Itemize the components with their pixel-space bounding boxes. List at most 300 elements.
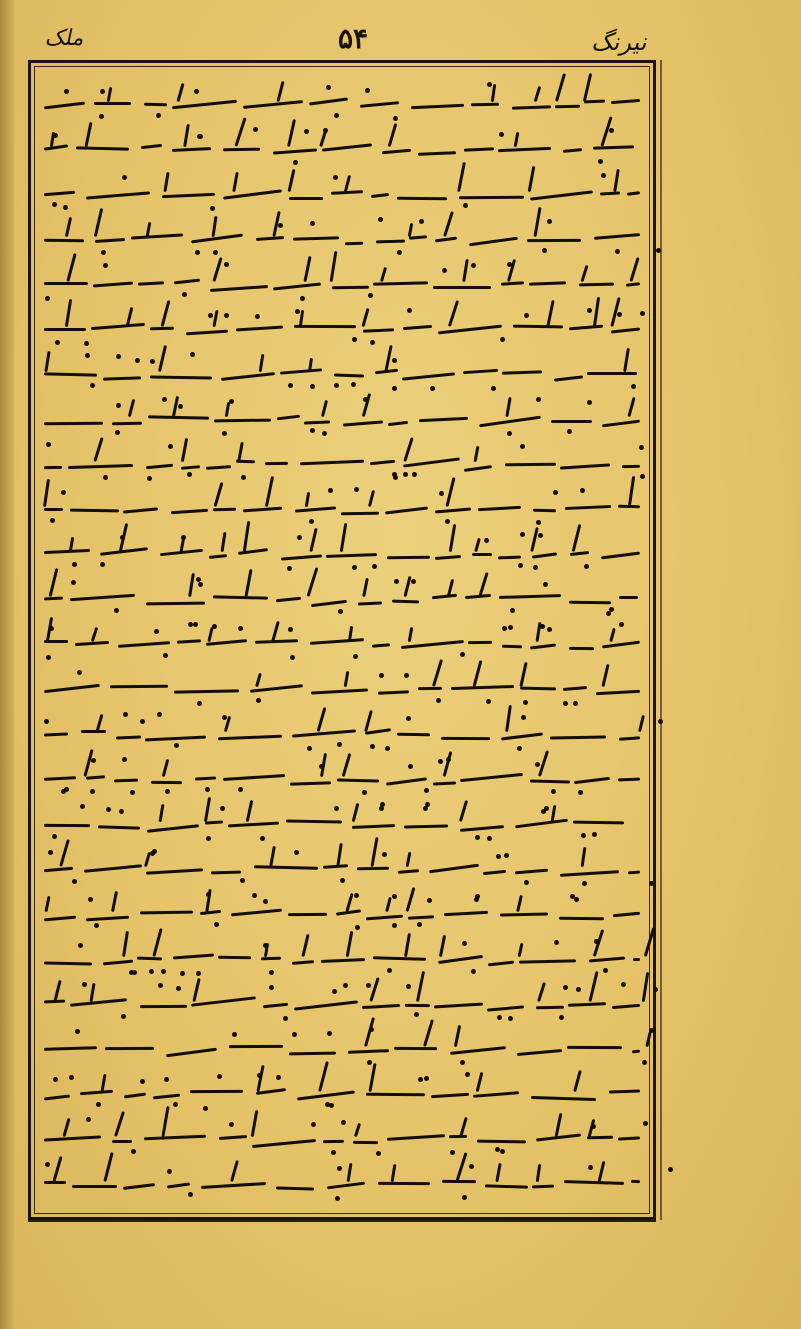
ink-dot xyxy=(354,893,359,898)
ink-stroke xyxy=(559,917,604,920)
ink-stroke xyxy=(403,325,432,330)
ink-dot xyxy=(263,899,268,904)
ink-stroke xyxy=(499,594,561,599)
manuscript-line xyxy=(40,299,648,345)
ink-stroke xyxy=(294,325,356,328)
ink-dot xyxy=(311,1122,316,1127)
ink-stroke xyxy=(209,554,227,559)
ink-stroke xyxy=(397,733,430,737)
ink-stroke xyxy=(471,103,499,107)
ink-riser xyxy=(230,1160,239,1182)
ink-dot xyxy=(91,758,96,763)
ink-riser xyxy=(505,705,512,732)
ink-stroke xyxy=(118,641,170,648)
ink-stroke xyxy=(114,779,138,783)
ink-stroke xyxy=(382,149,411,154)
ink-riser xyxy=(505,397,511,417)
ink-riser xyxy=(225,402,231,417)
ink-stroke xyxy=(173,954,214,960)
ink-stroke xyxy=(151,781,182,784)
ink-riser xyxy=(495,1163,501,1182)
ink-stroke xyxy=(304,420,330,424)
ink-dot xyxy=(656,248,661,253)
ink-stroke xyxy=(533,509,556,513)
ink-dot xyxy=(122,757,127,762)
ink-riser xyxy=(385,897,392,912)
ink-dot xyxy=(423,806,428,811)
ink-riser xyxy=(44,351,50,372)
ink-riser xyxy=(473,660,483,687)
ink-dot xyxy=(446,757,451,762)
ink-stroke xyxy=(622,465,640,468)
ink-stroke xyxy=(44,776,76,781)
ink-stroke xyxy=(560,463,610,469)
ink-stroke xyxy=(228,822,279,828)
ink-dot xyxy=(232,1032,237,1037)
ink-stroke xyxy=(147,824,199,833)
manuscript-line xyxy=(40,209,648,255)
ink-stroke xyxy=(86,191,150,199)
ink-stroke xyxy=(95,238,125,243)
ink-stroke xyxy=(469,237,518,247)
ink-stroke xyxy=(366,1093,425,1097)
ink-dot xyxy=(304,129,309,134)
ink-dot xyxy=(94,923,99,928)
ink-stroke xyxy=(337,778,379,782)
ink-stroke xyxy=(365,728,391,735)
ink-stroke xyxy=(488,961,514,967)
ink-dot xyxy=(152,849,157,854)
ink-dot xyxy=(609,128,614,133)
ink-dot xyxy=(220,806,225,811)
ink-riser xyxy=(66,253,76,282)
ink-dot xyxy=(52,202,57,207)
ink-stroke xyxy=(44,916,76,922)
ink-dot xyxy=(392,923,397,928)
ink-stroke xyxy=(418,151,456,156)
ink-stroke xyxy=(44,422,103,426)
ink-riser xyxy=(305,492,310,507)
ink-stroke xyxy=(44,102,85,110)
ink-dot xyxy=(255,314,260,319)
ink-dot xyxy=(46,442,51,447)
ink-dot xyxy=(496,854,501,859)
ink-riser xyxy=(537,982,546,1002)
ink-stroke xyxy=(201,1182,266,1189)
ink-stroke xyxy=(353,1141,378,1144)
ink-stroke xyxy=(44,144,68,150)
ink-dot xyxy=(337,742,342,747)
manuscript-line xyxy=(40,479,648,525)
ink-stroke xyxy=(404,824,448,828)
ink-riser xyxy=(336,843,343,867)
ink-stroke xyxy=(403,457,460,467)
ink-stroke xyxy=(280,368,322,374)
ink-dot xyxy=(543,582,548,587)
ink-stroke xyxy=(527,239,581,242)
ink-riser xyxy=(221,532,227,552)
ink-stroke xyxy=(563,686,587,691)
ink-dot xyxy=(502,626,507,631)
ink-riser xyxy=(59,839,70,867)
ink-stroke xyxy=(363,328,394,332)
ink-dot xyxy=(521,715,526,720)
ink-stroke xyxy=(584,100,605,104)
ink-dot xyxy=(411,579,416,584)
ink-stroke xyxy=(223,148,260,152)
ink-riser xyxy=(53,980,61,1002)
ink-dot xyxy=(649,881,654,886)
ink-dot xyxy=(229,1122,234,1127)
ink-riser xyxy=(476,1072,484,1092)
ink-riser xyxy=(94,208,103,237)
ink-stroke xyxy=(167,1182,190,1188)
ink-stroke xyxy=(148,415,209,419)
ink-stroke xyxy=(186,330,228,336)
ink-stroke xyxy=(44,684,100,693)
ink-stroke xyxy=(343,420,383,426)
ink-stroke xyxy=(464,465,492,472)
ink-stroke xyxy=(292,729,356,737)
ink-riser xyxy=(369,977,379,1002)
ink-stroke xyxy=(345,242,363,246)
ink-dot xyxy=(206,892,211,897)
ink-stroke xyxy=(44,732,68,736)
ink-riser xyxy=(432,659,443,687)
ink-dot xyxy=(334,383,339,388)
ink-stroke xyxy=(498,556,521,560)
ink-stroke xyxy=(76,146,129,150)
ink-stroke xyxy=(255,639,298,643)
ink-riser xyxy=(388,123,398,147)
ink-stroke xyxy=(459,196,524,200)
ink-dot xyxy=(619,622,624,627)
ink-stroke xyxy=(398,869,419,874)
ink-stroke xyxy=(464,147,494,152)
ink-stroke xyxy=(418,687,442,690)
ink-dot xyxy=(116,403,121,408)
ink-dot xyxy=(554,940,559,945)
ink-stroke xyxy=(394,1047,437,1050)
ink-stroke xyxy=(378,690,409,695)
ink-riser xyxy=(403,437,413,462)
ink-riser xyxy=(629,257,639,282)
ink-riser xyxy=(255,673,262,687)
ink-stroke xyxy=(569,325,603,331)
ink-stroke xyxy=(150,376,212,380)
ink-dot xyxy=(173,1102,178,1107)
ink-dot xyxy=(378,217,383,222)
ink-stroke xyxy=(44,508,63,511)
ink-riser xyxy=(234,117,246,146)
ink-stroke xyxy=(626,282,640,287)
ink-dot xyxy=(276,1075,281,1080)
page-header xyxy=(28,18,656,58)
ink-stroke xyxy=(70,509,119,513)
ink-dot xyxy=(518,563,523,568)
ink-riser xyxy=(354,1123,361,1137)
ink-riser xyxy=(445,477,455,507)
ink-dot xyxy=(580,488,585,493)
ink-stroke xyxy=(72,1185,117,1188)
ink-stroke xyxy=(44,824,90,827)
ink-dot xyxy=(540,624,545,629)
ink-stroke xyxy=(44,1135,101,1141)
ink-stroke xyxy=(323,1140,344,1143)
ink-stroke xyxy=(236,326,283,332)
ink-stroke xyxy=(254,865,318,869)
ink-riser xyxy=(288,169,296,192)
ink-stroke xyxy=(80,1090,113,1095)
ink-riser xyxy=(623,348,630,372)
binding-edge xyxy=(0,0,14,1329)
ink-dot xyxy=(581,833,586,838)
ink-stroke xyxy=(297,1090,355,1100)
manuscript-line xyxy=(40,614,648,660)
ink-riser xyxy=(161,300,171,327)
ink-riser xyxy=(449,524,457,552)
ink-dot xyxy=(337,1166,342,1171)
ink-riser xyxy=(114,1111,125,1137)
ink-dot xyxy=(86,1117,91,1122)
ink-dot xyxy=(587,400,592,405)
ink-stroke xyxy=(444,911,488,916)
ink-stroke xyxy=(550,735,606,739)
ink-stroke xyxy=(613,912,640,918)
ink-stroke xyxy=(529,281,566,285)
ink-dot xyxy=(85,353,90,358)
ink-dot xyxy=(252,893,257,898)
ink-stroke xyxy=(373,281,428,285)
ink-stroke xyxy=(564,1180,624,1185)
ink-riser xyxy=(111,891,118,912)
ink-riser xyxy=(474,538,481,552)
ink-stroke xyxy=(551,420,592,423)
ink-riser xyxy=(448,300,459,327)
ink-stroke xyxy=(432,594,457,600)
ink-stroke xyxy=(485,1184,528,1188)
ink-dot xyxy=(366,983,371,988)
ink-riser xyxy=(62,1118,70,1137)
ink-dot xyxy=(354,487,359,492)
ink-dot xyxy=(439,491,444,496)
ink-stroke xyxy=(231,909,282,917)
ink-dot xyxy=(587,308,592,313)
ink-dot xyxy=(418,1077,423,1082)
ink-dot xyxy=(392,358,397,363)
ink-riser xyxy=(454,1025,461,1047)
ink-dot xyxy=(164,1077,169,1082)
ink-stroke xyxy=(44,1094,70,1100)
ink-stroke xyxy=(123,1183,155,1190)
ink-dot xyxy=(44,719,49,724)
ink-stroke xyxy=(174,279,200,285)
ink-stroke xyxy=(409,235,427,240)
ink-stroke xyxy=(44,1046,97,1051)
ink-riser xyxy=(256,1065,264,1092)
ink-dot xyxy=(140,1079,145,1084)
ink-riser xyxy=(330,251,338,282)
ink-stroke xyxy=(290,781,331,785)
ink-riser xyxy=(514,132,520,147)
manuscript-line xyxy=(40,1154,648,1200)
ink-dot xyxy=(536,397,541,402)
ink-dot xyxy=(310,428,315,433)
ink-dot xyxy=(222,715,227,720)
ink-stroke xyxy=(300,460,364,466)
ink-dot xyxy=(187,472,192,477)
ink-stroke xyxy=(618,1136,640,1140)
ink-stroke xyxy=(532,1185,554,1189)
ink-stroke xyxy=(532,552,557,558)
ink-dot xyxy=(72,562,77,567)
ink-dot xyxy=(462,941,467,946)
ink-stroke xyxy=(362,1004,400,1009)
ink-stroke xyxy=(460,825,504,832)
ink-dot xyxy=(325,1102,330,1107)
ink-riser xyxy=(207,627,213,642)
ink-riser xyxy=(103,1152,113,1182)
ink-dot xyxy=(135,358,140,363)
ink-stroke xyxy=(123,507,158,513)
ink-stroke xyxy=(70,594,135,601)
ink-riser xyxy=(593,297,600,327)
ink-stroke xyxy=(334,374,364,378)
ink-dot xyxy=(168,444,173,449)
ink-stroke xyxy=(477,1140,526,1144)
ink-dot xyxy=(100,89,105,94)
ink-riser xyxy=(212,257,222,282)
ink-dot xyxy=(427,898,432,903)
ink-riser xyxy=(159,804,165,822)
manuscript-line xyxy=(40,344,648,390)
ink-dot xyxy=(653,987,658,992)
ink-riser xyxy=(456,1152,468,1182)
ink-stroke xyxy=(140,1005,187,1008)
ink-riser xyxy=(309,528,317,552)
ink-dot xyxy=(394,579,399,584)
ink-riser xyxy=(340,523,348,552)
ink-dot xyxy=(205,787,210,792)
ink-dot xyxy=(176,986,181,991)
ink-stroke xyxy=(501,732,543,740)
ink-dot xyxy=(167,1169,172,1174)
ink-dot xyxy=(436,698,441,703)
ink-dot xyxy=(327,1031,332,1036)
ink-stroke xyxy=(44,191,75,197)
ink-stroke xyxy=(483,870,506,875)
ink-stroke xyxy=(137,957,162,961)
ink-riser xyxy=(536,1164,542,1182)
ink-dot xyxy=(48,850,53,855)
ink-dot xyxy=(140,719,145,724)
ink-riser xyxy=(457,162,466,192)
manuscript-text-block xyxy=(40,74,648,1204)
ink-dot xyxy=(474,897,479,902)
ink-riser xyxy=(321,400,328,417)
ink-stroke xyxy=(385,507,428,515)
ink-stroke xyxy=(44,328,86,331)
ink-riser xyxy=(243,521,251,552)
manuscript-line xyxy=(40,434,648,480)
ink-dot xyxy=(256,698,261,703)
ink-stroke xyxy=(144,103,167,107)
ink-stroke xyxy=(172,100,237,109)
ink-riser xyxy=(474,446,480,462)
ink-stroke xyxy=(633,958,640,961)
ink-stroke xyxy=(200,910,221,915)
ink-dot xyxy=(363,397,368,402)
ink-dot xyxy=(414,1012,419,1017)
ink-stroke xyxy=(273,282,321,290)
manuscript-line xyxy=(40,569,648,615)
ink-dot xyxy=(69,1075,74,1080)
ink-stroke xyxy=(478,506,521,511)
ink-riser xyxy=(364,710,373,732)
ink-dot xyxy=(162,397,167,402)
ink-stroke xyxy=(378,1182,430,1185)
ink-stroke xyxy=(500,912,548,916)
ink-riser xyxy=(301,934,309,957)
ink-stroke xyxy=(600,191,620,195)
ink-stroke xyxy=(44,961,92,965)
header-catchword: ملک xyxy=(43,26,88,51)
ink-dot xyxy=(82,982,87,987)
ink-dot xyxy=(499,132,504,137)
ink-riser xyxy=(406,887,416,912)
ink-riser xyxy=(638,715,645,732)
ink-dot xyxy=(224,313,229,318)
ink-riser xyxy=(163,172,169,192)
ink-stroke xyxy=(435,555,461,560)
ink-stroke xyxy=(520,687,556,691)
ink-stroke xyxy=(218,956,251,959)
ink-dot xyxy=(61,490,66,495)
ink-stroke xyxy=(435,508,471,514)
ink-stroke xyxy=(44,239,84,243)
ink-stroke xyxy=(609,1090,640,1094)
ink-dot xyxy=(332,989,337,994)
ink-stroke xyxy=(146,868,203,874)
ink-stroke xyxy=(124,1093,146,1099)
ink-stroke xyxy=(310,638,364,645)
ink-stroke xyxy=(450,1046,506,1055)
ink-dot xyxy=(53,1077,58,1082)
ink-dot xyxy=(351,382,356,387)
ink-dot xyxy=(188,1192,193,1197)
ink-stroke xyxy=(451,685,514,690)
ink-stroke xyxy=(579,283,614,287)
ink-dot xyxy=(591,1124,596,1129)
ink-dot xyxy=(368,293,373,298)
ink-riser xyxy=(459,800,468,822)
ink-stroke xyxy=(116,735,141,739)
ink-riser xyxy=(534,86,542,102)
ink-dot xyxy=(520,444,525,449)
manuscript-line xyxy=(40,119,648,165)
ink-riser xyxy=(307,567,319,597)
ink-riser xyxy=(128,399,135,417)
ink-dot xyxy=(292,1032,297,1037)
manuscript-line xyxy=(40,524,648,570)
ink-stroke xyxy=(574,777,610,784)
ink-stroke xyxy=(472,553,492,556)
ink-dot xyxy=(190,352,195,357)
ink-dot xyxy=(77,670,82,675)
ink-stroke xyxy=(190,1090,243,1093)
ink-stroke xyxy=(619,736,640,740)
ink-riser xyxy=(530,527,539,552)
